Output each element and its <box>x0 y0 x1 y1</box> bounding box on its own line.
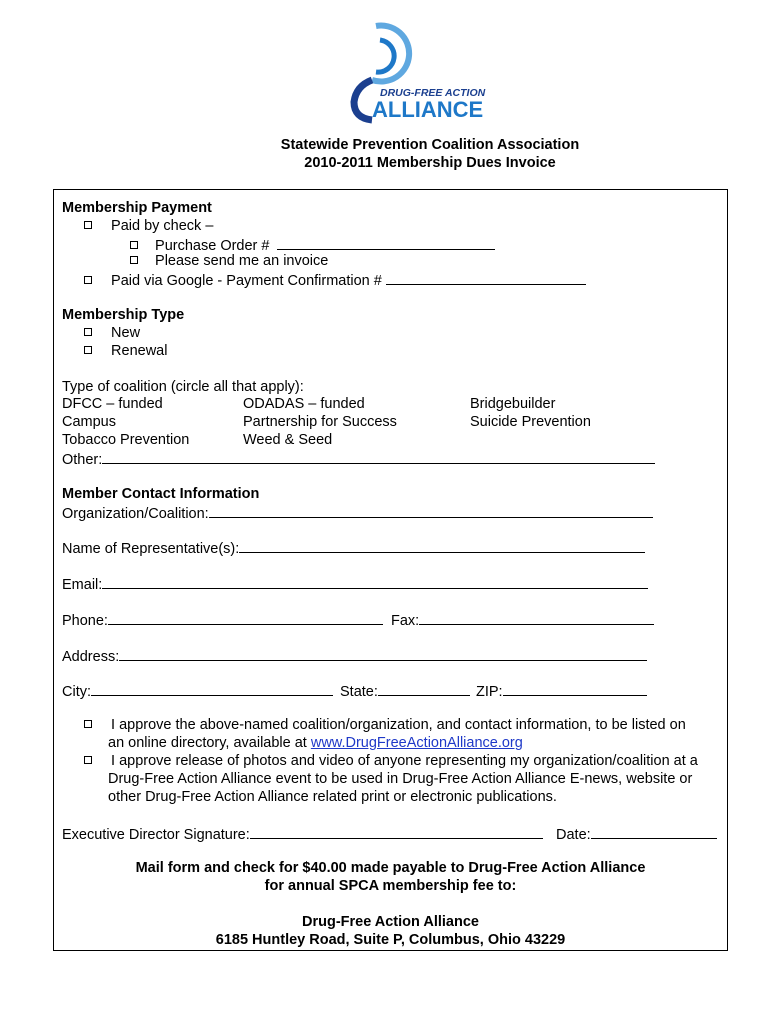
purchase-order-field[interactable] <box>277 235 495 250</box>
state-label: State: <box>340 684 378 700</box>
photo-approval-text-3: other Drug-Free Action Alliance related print or electronic publications. <box>108 789 557 805</box>
send-invoice-option[interactable] <box>130 252 328 270</box>
payment-confirmation-field[interactable] <box>386 270 586 285</box>
checkbox-icon[interactable] <box>84 756 92 764</box>
date-label: Date: <box>556 827 591 843</box>
checkbox-icon[interactable] <box>84 346 92 354</box>
coalition-type-weed-seed[interactable]: Weed & Seed <box>243 432 333 448</box>
state-row <box>340 681 470 701</box>
representative-label: Name of Representative(s): <box>62 541 240 557</box>
title-organization: Statewide Prevention Coalition Association <box>280 137 580 153</box>
photo-approval-text-2: Drug-Free Action Alliance event to be used in Drug-Free Action Alliance E-news, website or <box>108 771 693 787</box>
directory-approval-option[interactable] <box>84 716 686 734</box>
coalition-type-campus[interactable]: Campus <box>62 414 116 430</box>
contact-heading: Member Contact Information <box>62 486 260 502</box>
checkbox-icon[interactable] <box>84 276 92 284</box>
send-invoice-label: Please send me an invoice <box>155 253 329 269</box>
city-row <box>62 681 333 701</box>
fax-label: Fax: <box>391 613 420 629</box>
svg-text:DRUG-FREE ACTION: DRUG-FREE ACTION <box>380 87 486 99</box>
representative-row <box>62 538 645 558</box>
address-field[interactable] <box>119 646 647 661</box>
checkbox-icon[interactable] <box>84 221 92 229</box>
mail-address: 6185 Huntley Road, Suite P, Columbus, Ohio 43229 <box>215 932 566 948</box>
phone-row <box>62 610 383 630</box>
payment-heading: Membership Payment <box>62 200 212 216</box>
photo-approval-text-1: I approve release of photos and video of anyone representing my organization/coalition at a <box>111 753 698 769</box>
new-option[interactable] <box>84 324 140 342</box>
phone-label: Phone: <box>62 613 108 629</box>
purchase-order-label: Purchase Order # <box>155 238 270 254</box>
membership-type-heading: Membership Type <box>62 307 185 323</box>
renewal-label: Renewal <box>111 343 168 359</box>
fax-field[interactable] <box>419 610 654 625</box>
paid-google-option[interactable] <box>84 270 586 290</box>
email-field[interactable] <box>102 574 648 589</box>
paid-by-check-option[interactable] <box>84 217 213 235</box>
coalition-type-partnership[interactable]: Partnership for Success <box>243 414 397 430</box>
zip-label: ZIP: <box>476 684 503 700</box>
new-label: New <box>111 325 141 341</box>
checkbox-icon[interactable] <box>84 328 92 336</box>
coalition-type-odadas[interactable]: ODADAS – funded <box>243 396 365 412</box>
checkbox-icon[interactable] <box>130 256 138 264</box>
representative-field[interactable] <box>239 538 645 553</box>
other-row <box>62 449 655 469</box>
title-invoice: 2010-2011 Membership Dues Invoice <box>304 155 556 171</box>
zip-row <box>476 681 647 701</box>
checkbox-icon[interactable] <box>130 241 138 249</box>
photo-approval-option[interactable] <box>84 752 698 770</box>
state-field[interactable] <box>378 681 470 696</box>
address-row <box>62 646 647 666</box>
drug-free-action-alliance-logo <box>342 22 490 126</box>
email-row <box>62 574 648 594</box>
checkbox-icon[interactable] <box>84 720 92 728</box>
signature-field[interactable] <box>250 824 543 839</box>
coalition-intro: Type of coalition (circle all that apply): <box>62 379 304 395</box>
fax-row <box>391 610 654 630</box>
logo-icon <box>342 22 490 126</box>
address-label: Address: <box>62 649 120 665</box>
zip-field[interactable] <box>503 681 647 696</box>
directory-approval-line-2 <box>108 734 523 752</box>
directory-approval-text-1: I approve the above-named coalition/organization, and contact information, to be listed on <box>111 717 686 733</box>
organization-row <box>62 503 653 523</box>
coalition-type-dfcc[interactable]: DFCC – funded <box>62 396 163 412</box>
coalition-type-suicide[interactable]: Suicide Prevention <box>470 414 591 430</box>
email-label: Email: <box>62 577 103 593</box>
mail-organization: Drug-Free Action Alliance <box>302 914 479 930</box>
phone-field[interactable] <box>108 610 383 625</box>
date-row <box>556 824 717 844</box>
city-label: City: <box>62 684 91 700</box>
mail-instructions-line-1: Mail form and check for $40.00 made payable to Drug-Free Action Alliance <box>135 860 646 876</box>
signature-label: Executive Director Signature: <box>62 827 250 843</box>
renewal-option[interactable] <box>84 342 167 360</box>
directory-approval-text-2: an online directory, available at <box>108 735 311 751</box>
city-field[interactable] <box>91 681 333 696</box>
other-field[interactable] <box>102 449 655 464</box>
svg-text:ALLIANCE: ALLIANCE <box>372 97 484 122</box>
date-field[interactable] <box>591 824 717 839</box>
organization-label: Organization/Coalition: <box>62 506 209 522</box>
paid-by-check-label: Paid by check – <box>111 218 214 234</box>
signature-row <box>62 824 543 844</box>
other-label: Other: <box>62 452 103 468</box>
paid-google-label: Paid via Google - Payment Confirmation # <box>111 273 382 289</box>
mail-instructions-line-2: for annual SPCA membership fee to: <box>264 878 517 894</box>
directory-link[interactable]: www.DrugFreeActionAlliance.org <box>310 735 523 751</box>
coalition-type-bridgebuilder[interactable]: Bridgebuilder <box>470 396 556 412</box>
organization-field[interactable] <box>209 503 653 518</box>
coalition-type-tobacco[interactable]: Tobacco Prevention <box>62 432 190 448</box>
